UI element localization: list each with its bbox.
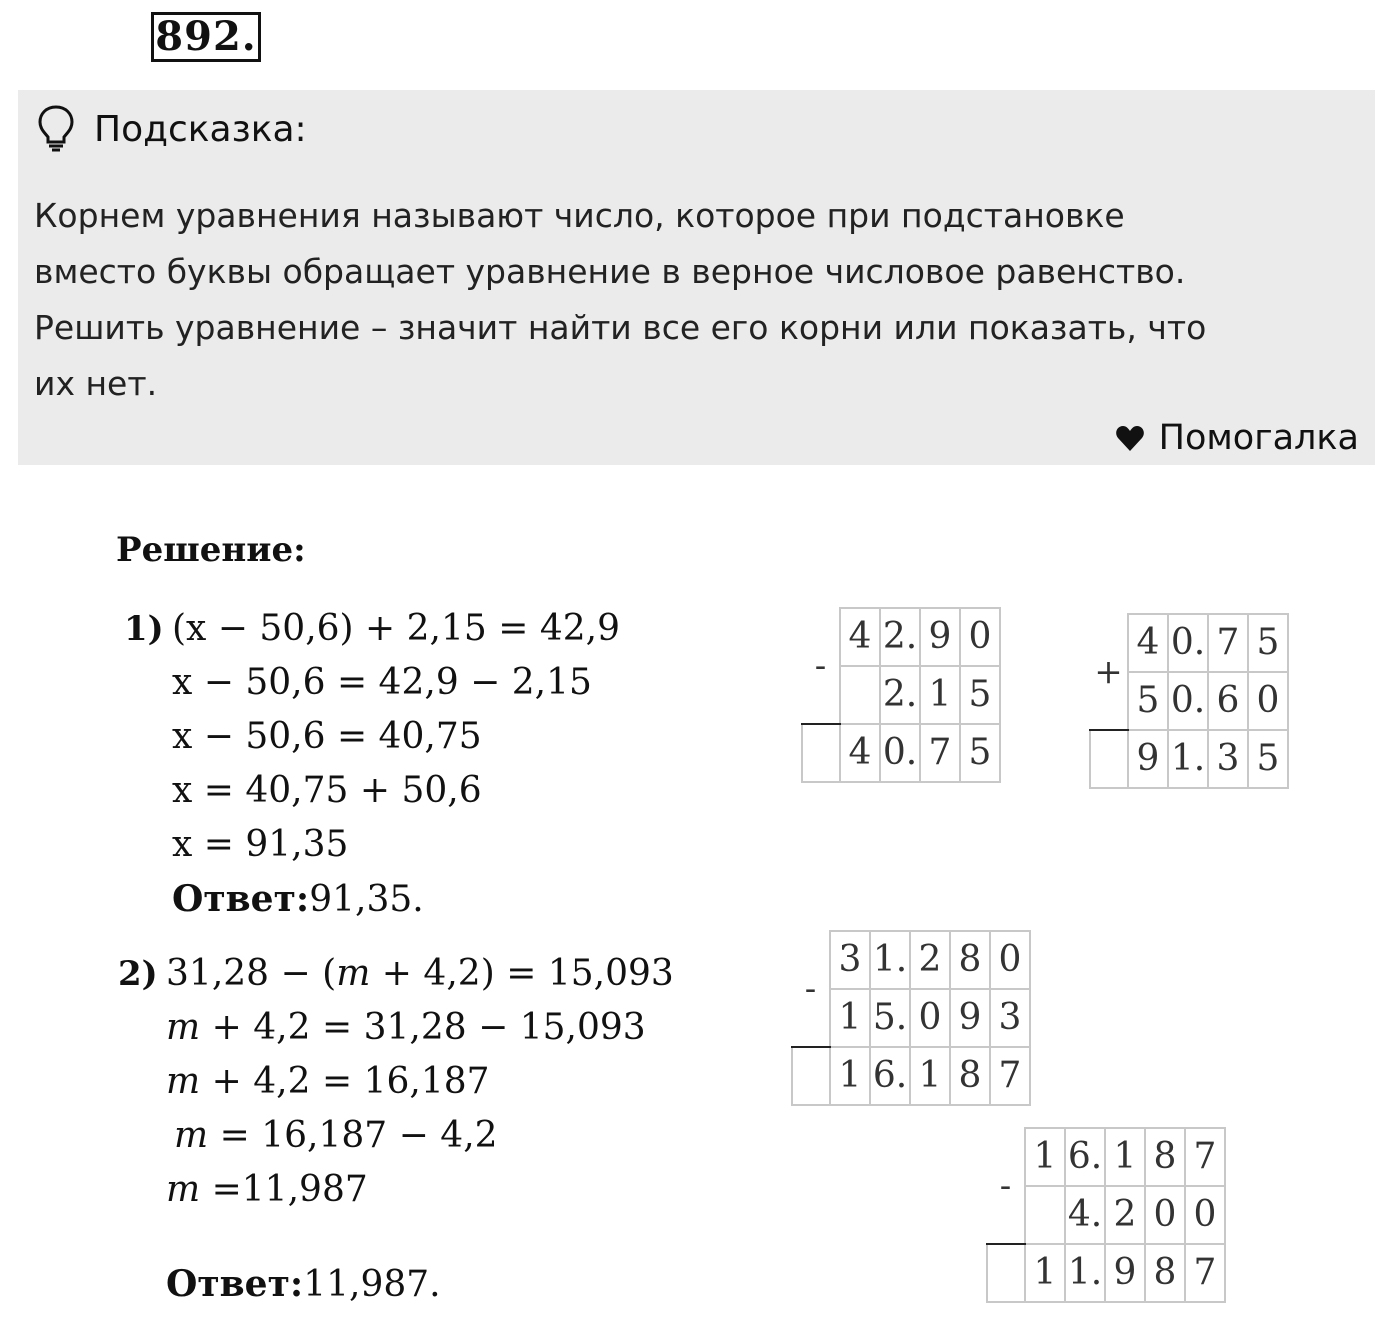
- digit-cell: 7: [1185, 1244, 1225, 1302]
- answer-value: 11,987.: [303, 1264, 441, 1305]
- digit-cell: 0.: [1168, 672, 1208, 730]
- grid-row: [1090, 614, 1288, 672]
- hint-text: [34, 188, 1354, 412]
- hint-line: Корнем уравнения называют число, которое при подстановке: [34, 196, 1125, 235]
- digit-cell: 0: [1248, 672, 1288, 730]
- variable-m: m: [174, 1115, 209, 1156]
- task-number: 892.: [151, 12, 261, 62]
- grid-empty-cell: [1090, 730, 1128, 788]
- column-grid: [986, 1127, 1226, 1303]
- digit-cell: 5: [1248, 614, 1288, 672]
- digit-cell: 0: [910, 989, 950, 1047]
- grid-row: [987, 1244, 1225, 1302]
- digit-cell: 6.: [1065, 1128, 1105, 1186]
- digit-cell: 6.: [870, 1047, 910, 1105]
- digit-cell: 2: [910, 931, 950, 989]
- grid-row: [1090, 730, 1288, 788]
- digit-cell: 8: [950, 931, 990, 989]
- column-calc-4: [986, 1127, 1226, 1303]
- hint-line: вместо буквы обращает уравнение в верное числовое равенство.: [34, 252, 1186, 291]
- lightbulb-icon: [36, 104, 76, 152]
- digit-cell: 4: [1128, 614, 1168, 672]
- digit-cell: 2: [1105, 1186, 1145, 1244]
- brand-label: Помогалка: [1158, 418, 1359, 458]
- hint-line: их нет.: [34, 364, 158, 403]
- digit-cell: 8: [950, 1047, 990, 1105]
- digit-cell: 4: [840, 724, 880, 782]
- digit-cell: 9: [950, 989, 990, 1047]
- digit-cell: 9: [920, 608, 960, 666]
- equation-line: 31,28 − (m + 4,2) = 15,093: [166, 953, 674, 994]
- digit-cell: 1.: [1065, 1244, 1105, 1302]
- column-calc-2: [1089, 613, 1289, 789]
- digit-cell: 0: [1145, 1186, 1185, 1244]
- equation-line: m + 4,2 = 31,28 − 15,093: [166, 1007, 646, 1048]
- digit-cell: 7: [990, 1047, 1030, 1105]
- digit-cell: 5: [960, 666, 1000, 724]
- brand: [1115, 416, 1359, 460]
- grid-row: [802, 724, 1000, 782]
- equation-line: x − 50,6 = 42,9 − 2,15: [172, 662, 592, 703]
- digit-cell: 0: [1185, 1186, 1225, 1244]
- digit-cell: [840, 666, 880, 724]
- column-grid: [1089, 613, 1289, 789]
- equation-line: x = 91,35: [172, 824, 349, 865]
- digit-cell: 1: [910, 1047, 950, 1105]
- answer-1: [172, 877, 424, 922]
- problem-1-label: 1): [124, 609, 164, 649]
- digit-cell: 4: [840, 608, 880, 666]
- digit-cell: 0.: [1168, 614, 1208, 672]
- digit-cell: 0.: [880, 724, 920, 782]
- digit-cell: 9: [1105, 1244, 1145, 1302]
- digit-cell: 7: [1208, 614, 1248, 672]
- digit-cell: 0: [960, 608, 1000, 666]
- digit-cell: 6: [1208, 672, 1248, 730]
- hint-line: Решить уравнение – значит найти все его корни или показать, что: [34, 308, 1207, 347]
- digit-cell: 3: [990, 989, 1030, 1047]
- grid-row: [792, 1047, 1030, 1105]
- digit-cell: 1.: [870, 931, 910, 989]
- operator-sign: +: [1090, 614, 1128, 730]
- digit-cell: 1: [830, 989, 870, 1047]
- digit-cell: [1025, 1186, 1065, 1244]
- grid-empty-cell: [987, 1244, 1025, 1302]
- digit-cell: 1: [830, 1047, 870, 1105]
- variable-m: m: [166, 1061, 201, 1102]
- variable-m: m: [336, 953, 371, 994]
- equation-line: m = 16,187 − 4,2: [174, 1115, 498, 1156]
- grid-row: [792, 931, 1030, 989]
- hint-title: Подсказка:: [94, 109, 307, 150]
- variable-m: m: [166, 1007, 201, 1048]
- equation-line: (x − 50,6) + 2,15 = 42,9: [172, 608, 621, 649]
- digit-cell: 8: [1145, 1244, 1185, 1302]
- digit-cell: 5.: [870, 989, 910, 1047]
- digit-cell: 7: [920, 724, 960, 782]
- problem-2-label: 2): [118, 954, 158, 994]
- equation-line: x = 40,75 + 50,6: [172, 770, 482, 811]
- digit-cell: 5: [960, 724, 1000, 782]
- digit-cell: 7: [1185, 1128, 1225, 1186]
- digit-cell: 1: [1025, 1128, 1065, 1186]
- equation-line: m =11,987: [166, 1169, 368, 1210]
- grid-row: [802, 608, 1000, 666]
- variable-m: m: [166, 1169, 201, 1210]
- digit-cell: 5: [1128, 672, 1168, 730]
- grid-row: [987, 1128, 1225, 1186]
- answer-label: Ответ:: [172, 878, 310, 920]
- grid-empty-cell: [802, 724, 840, 782]
- digit-cell: 1.: [1168, 730, 1208, 788]
- answer-2: [166, 1262, 441, 1307]
- digit-cell: 2.: [880, 608, 920, 666]
- answer-value: 91,35.: [309, 879, 424, 920]
- operator-sign: -: [802, 608, 840, 724]
- column-grid: [801, 607, 1001, 783]
- answer-label: Ответ:: [166, 1263, 304, 1305]
- solution-title: Решение:: [116, 530, 306, 570]
- digit-cell: 1: [920, 666, 960, 724]
- digit-cell: 5: [1248, 730, 1288, 788]
- column-calc-3: [791, 930, 1031, 1106]
- equation-line: x − 50,6 = 40,75: [172, 716, 482, 757]
- operator-sign: -: [987, 1128, 1025, 1244]
- digit-cell: 3: [830, 931, 870, 989]
- digit-cell: 9: [1128, 730, 1168, 788]
- equation-line: m + 4,2 = 16,187: [166, 1061, 490, 1102]
- digit-cell: 1: [1105, 1128, 1145, 1186]
- grid-empty-cell: [792, 1047, 830, 1105]
- digit-cell: 1: [1025, 1244, 1065, 1302]
- digit-cell: 4.: [1065, 1186, 1105, 1244]
- digit-cell: 3: [1208, 730, 1248, 788]
- digit-cell: 8: [1145, 1128, 1185, 1186]
- column-grid: [791, 930, 1031, 1106]
- heart-icon: [1115, 424, 1145, 452]
- operator-sign: -: [792, 931, 830, 1047]
- hint-box: [18, 90, 1375, 465]
- digit-cell: 2.: [880, 666, 920, 724]
- digit-cell: 0: [990, 931, 1030, 989]
- column-calc-1: [801, 607, 1001, 783]
